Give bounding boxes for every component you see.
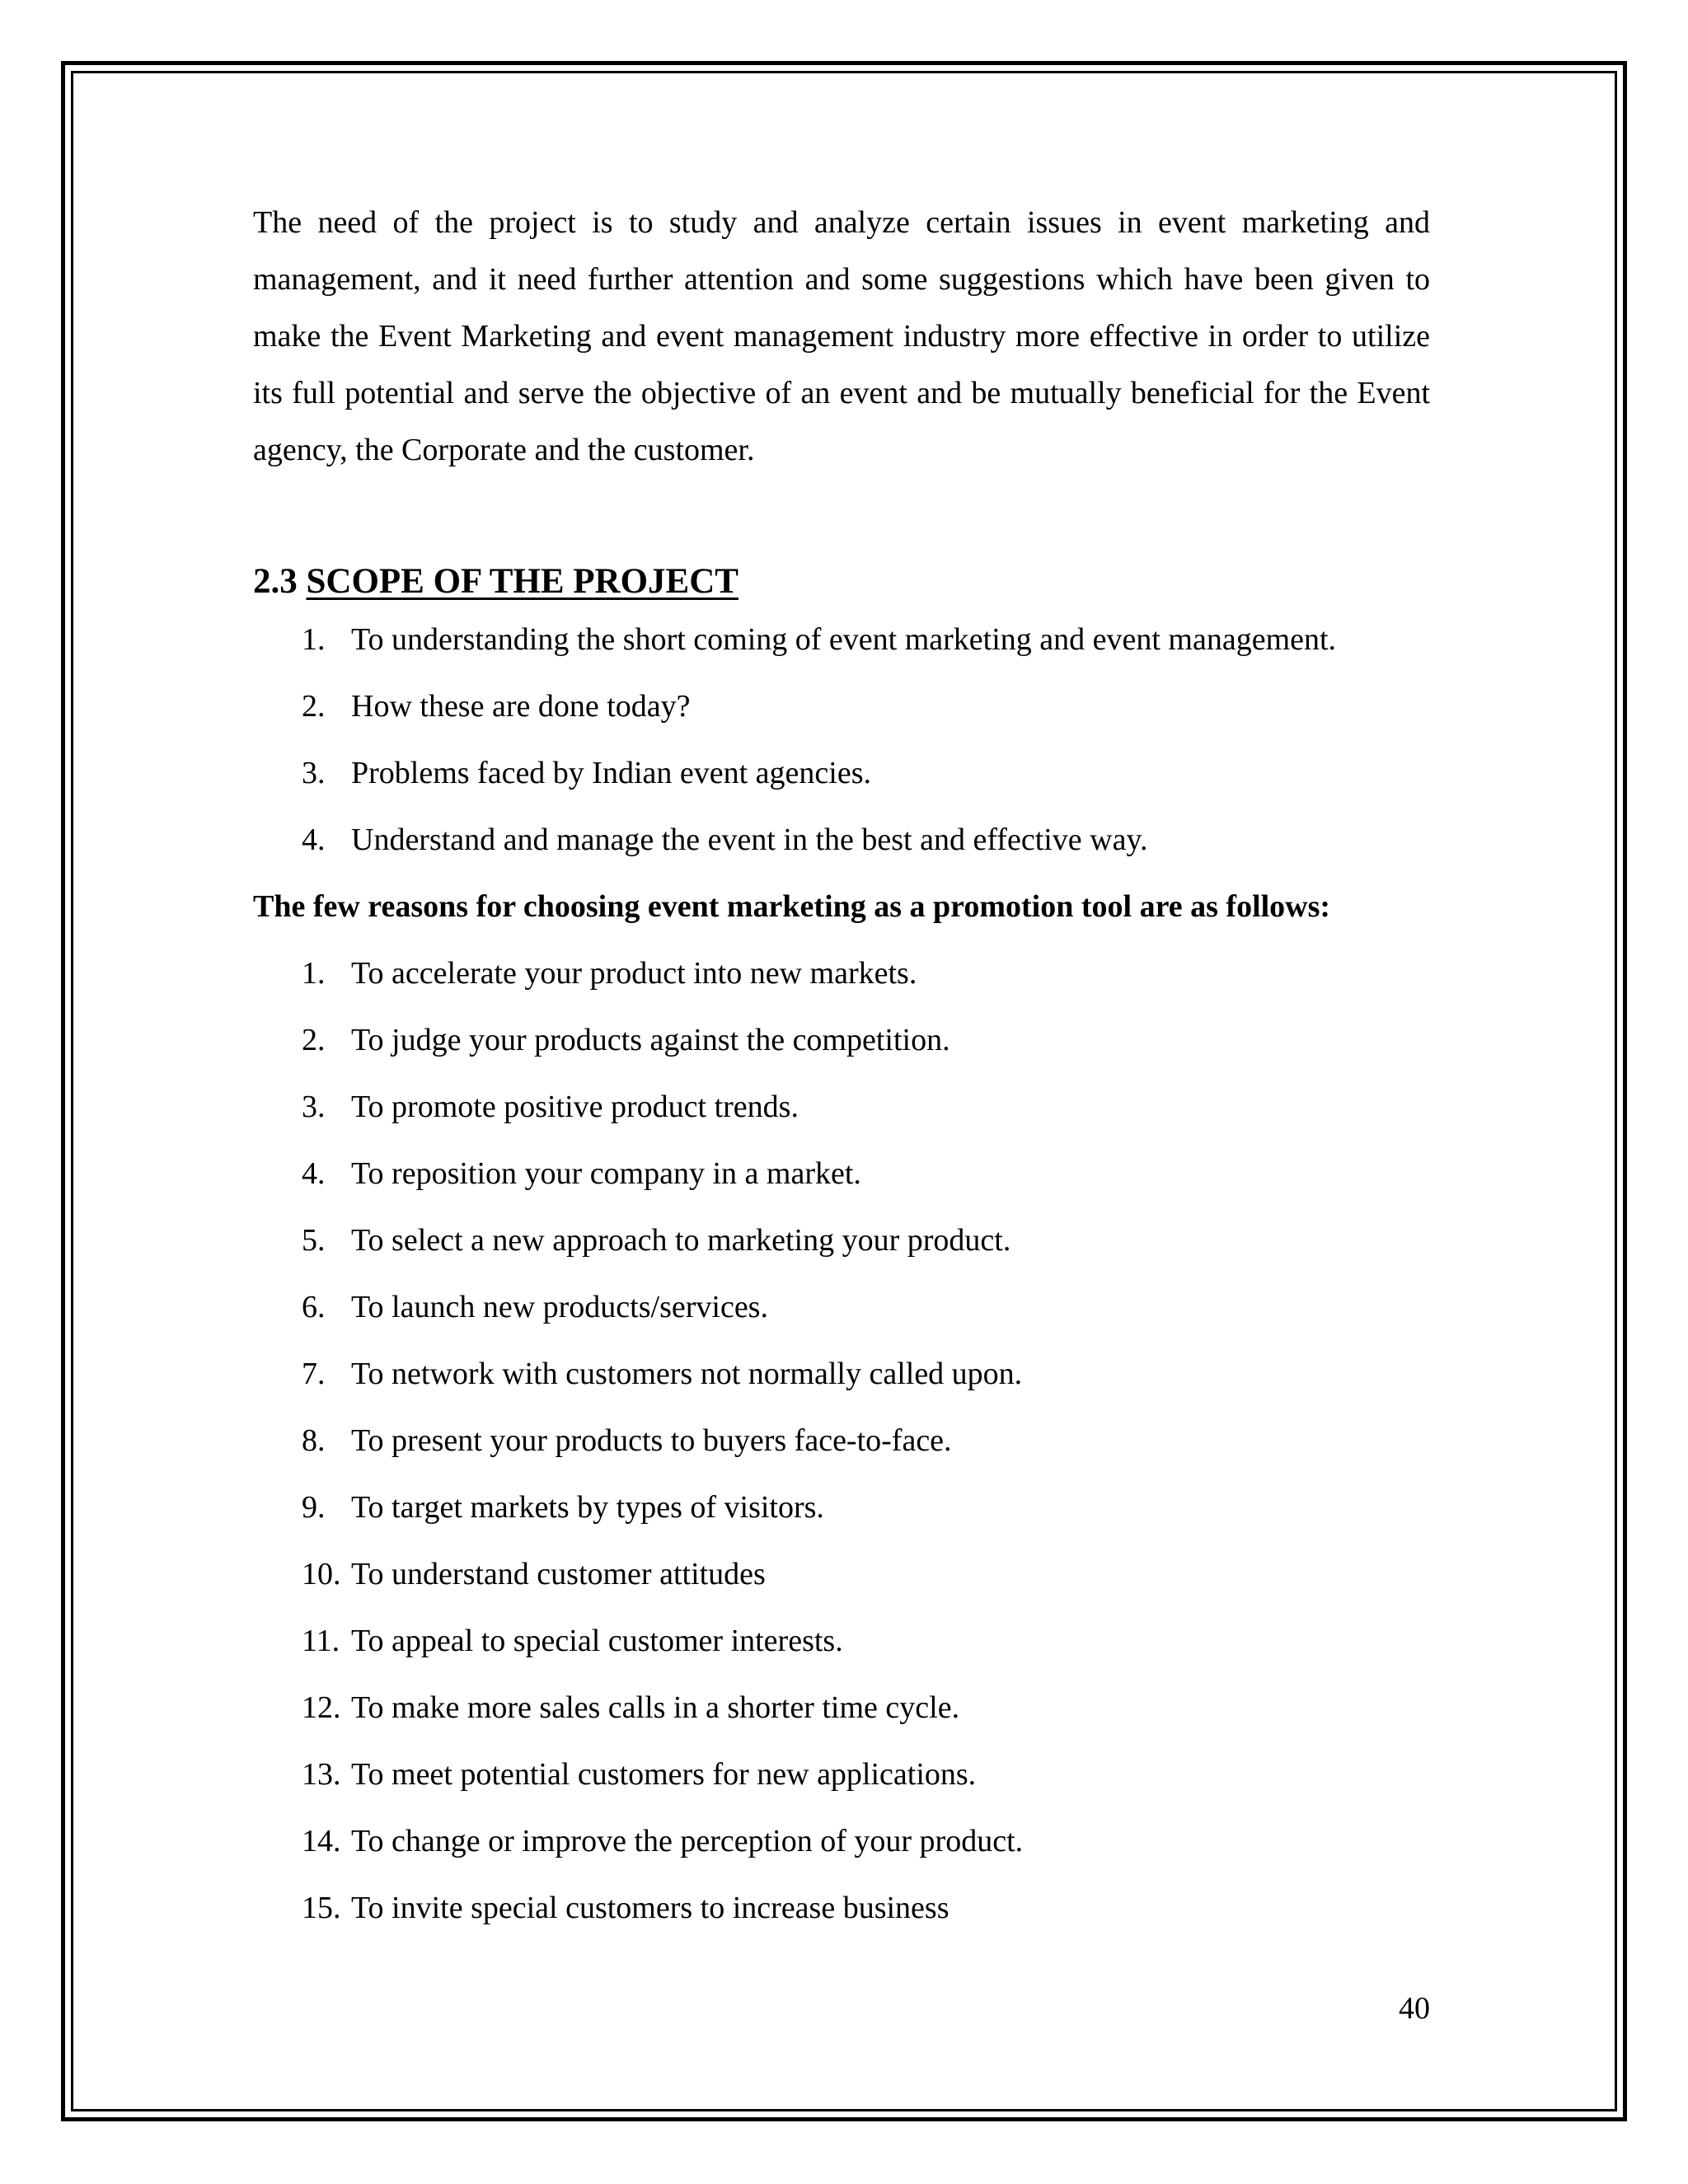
list-item-text: To accelerate your product into new markets. <box>351 956 917 991</box>
list-item <box>253 1808 1430 1875</box>
list-item-number: 5. <box>302 1223 326 1258</box>
reasons-heading: The few reasons for choosing event marketing as a promotion tool are as follows: <box>253 889 1331 924</box>
list-item-number: 14. <box>302 1824 341 1858</box>
list-item-number: 2. <box>302 689 326 724</box>
list-item-text: To target markets by types of visitors. <box>351 1490 824 1525</box>
list-item <box>253 607 1430 673</box>
scope-list <box>253 607 1430 874</box>
list-item-number: 3. <box>302 756 326 790</box>
list-item-text: To understanding the short coming of event marketing and event management. <box>351 622 1337 657</box>
section-title: SCOPE OF THE PROJECT <box>306 562 738 601</box>
list-item-number: 9. <box>302 1490 326 1525</box>
list-item <box>253 1341 1430 1408</box>
list-item-text: To meet potential customers for new applications. <box>351 1757 977 1792</box>
list-item <box>253 1474 1430 1541</box>
list-item-text: To reposition your company in a market. <box>351 1156 861 1191</box>
list-item-number: 8. <box>302 1423 326 1458</box>
list-item-text: Problems faced by Indian event agencies. <box>351 756 871 790</box>
list-item-number: 1. <box>302 956 326 991</box>
list-item-number: 11. <box>302 1624 340 1658</box>
list-item-text: To change or improve the perception of your product. <box>351 1824 1024 1858</box>
list-item-number: 2. <box>302 1023 326 1057</box>
list-item-text: How these are done today? <box>351 689 691 724</box>
list-item <box>253 1408 1430 1474</box>
page-number: 40 <box>1399 1991 1430 2026</box>
list-item <box>253 740 1430 807</box>
page-content <box>253 194 1430 1942</box>
list-item <box>253 1074 1430 1141</box>
list-item <box>253 673 1430 740</box>
list-item <box>253 1875 1430 1942</box>
list-item-text: To understand customer attitudes <box>351 1557 766 1591</box>
list-item-text: To appeal to special customer interests. <box>351 1624 843 1658</box>
list-item-number: 1. <box>302 622 326 657</box>
list-item <box>253 1007 1430 1074</box>
reasons-list <box>253 940 1430 1942</box>
list-item-text: To launch new products/services. <box>351 1290 768 1324</box>
list-item-text: Understand and manage the event in the best and effective way. <box>351 823 1148 857</box>
list-item <box>253 1608 1430 1675</box>
list-item-number: 6. <box>302 1290 326 1324</box>
intro-paragraph: The need of the project is to study and analyze certain issues in event marketing and management, and it need further attention and some suggestions which have been given to make the Event Marketing and event management industry more effective in order to utilize its full potential and serve the objective of an event and be mutually beneficial for the Event agency, the Corporate and the customer. <box>253 205 1430 467</box>
section-heading <box>253 557 1430 607</box>
list-item-text: To promote positive product trends. <box>351 1090 799 1124</box>
list-item-number: 7. <box>302 1357 326 1391</box>
list-item-number: 10. <box>302 1557 341 1591</box>
list-item-number: 15. <box>302 1891 341 1925</box>
list-item-number: 13. <box>302 1757 341 1792</box>
list-item-number: 4. <box>302 823 326 857</box>
list-item <box>253 1741 1430 1808</box>
list-item <box>253 1274 1430 1341</box>
list-item <box>253 1541 1430 1608</box>
list-item-number: 12. <box>302 1690 341 1725</box>
list-item <box>253 1675 1430 1741</box>
list-item <box>253 1207 1430 1274</box>
list-item <box>253 940 1430 1007</box>
list-item <box>253 807 1430 874</box>
list-item-text: To network with customers not normally called upon. <box>351 1357 1023 1391</box>
list-item-text: To invite special customers to increase business <box>351 1891 950 1925</box>
section-number: 2.3 <box>253 562 298 601</box>
list-item-number: 3. <box>302 1090 326 1124</box>
list-item-text: To select a new approach to marketing your product. <box>351 1223 1011 1258</box>
list-item-text: To present your products to buyers face-to-face. <box>351 1423 952 1458</box>
list-item-number: 4. <box>302 1156 326 1191</box>
list-item-text: To make more sales calls in a shorter time cycle. <box>351 1690 960 1725</box>
list-item-text: To judge your products against the competition. <box>351 1023 950 1057</box>
list-item <box>253 1141 1430 1207</box>
